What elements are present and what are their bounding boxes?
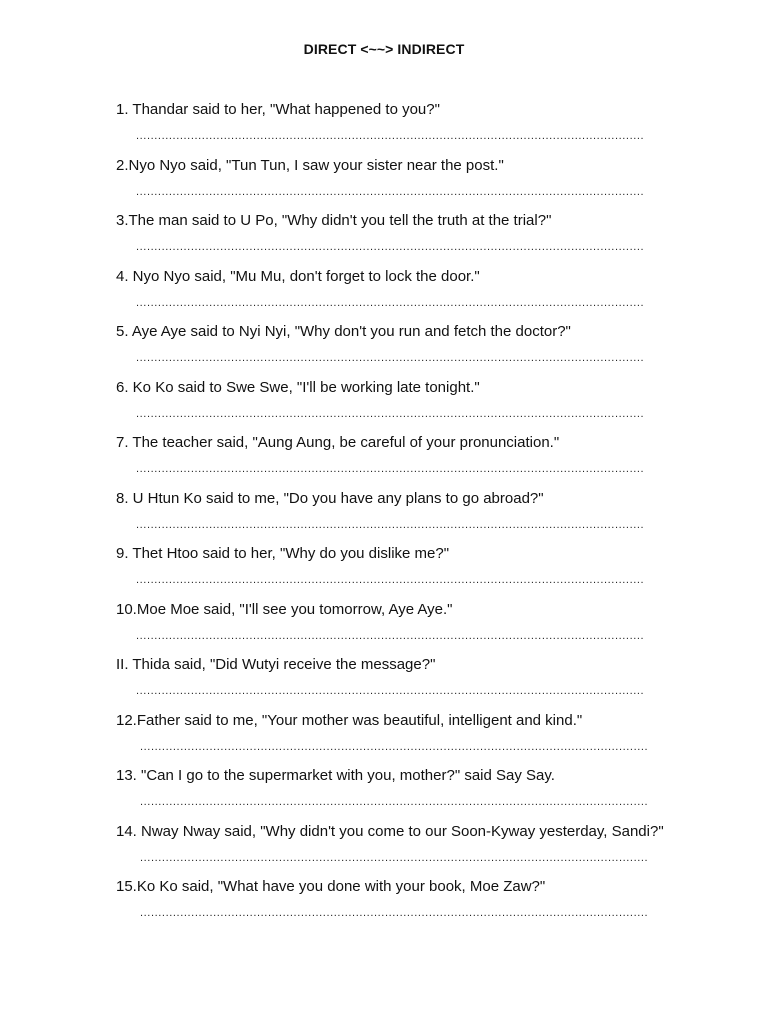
answer-line[interactable]: ........................................................................................................................................... — [140, 796, 649, 808]
answer-line[interactable]: ........................................................................................................................................... — [136, 130, 645, 142]
question-item: 1. Thandar said to her, "What happened to you?" — [116, 101, 440, 118]
page-title: DIRECT <~~> INDIRECT — [303, 41, 465, 57]
answer-line[interactable]: ........................................................................................................................................... — [136, 574, 645, 586]
question-item: 10.Moe Moe said, "I'll see you tomorrow, Aye Aye." — [116, 600, 453, 618]
question-item: II. Thida said, "Did Wutyi receive the message?" — [116, 656, 436, 673]
question-item: 7. The teacher said, "Aung Aung, be careful of your pronunciation." — [116, 434, 560, 451]
question-item: 15.Ko Ko said, "What have you done with your book, Moe Zaw?" — [116, 878, 546, 895]
answer-line[interactable]: ........................................................................................................................................... — [136, 352, 645, 364]
answer-line[interactable]: ........................................................................................................................................... — [136, 629, 645, 642]
question-item: 14. Nway Nway said, "Why didn't you come to our Soon-Kyway yesterday, Sandi?" — [116, 822, 664, 840]
answer-line[interactable]: ........................................................................................................................................... — [136, 185, 645, 198]
answer-line[interactable]: ........................................................................................................................................... — [136, 407, 645, 420]
question-item: 8. U Htun Ko said to me, "Do you have any plans to go abroad?" — [116, 489, 544, 507]
question-item: 12.Father said to me, "Your mother was beautiful, intelligent and kind." — [116, 711, 583, 729]
question-item: 5. Aye Aye said to Nyi Nyi, "Why don't you run and fetch the doctor?" — [116, 323, 571, 340]
answer-line[interactable]: ........................................................................................................................................... — [140, 851, 649, 864]
question-item: 4. Nyo Nyo said, "Mu Mu, don't forget to lock the door." — [116, 267, 480, 285]
answer-line[interactable]: ........................................................................................................................................... — [136, 296, 645, 309]
answer-line[interactable]: ........................................................................................................................................... — [136, 463, 645, 475]
answer-line[interactable]: ........................................................................................................................................... — [136, 518, 645, 531]
question-item: 6. Ko Ko said to Swe Swe, "I'll be working late tonight." — [116, 378, 480, 396]
question-item: 13. "Can I go to the supermarket with you, mother?" said Say Say. — [116, 767, 555, 784]
answer-line[interactable]: ........................................................................................................................................... — [136, 685, 645, 697]
question-item: 3.The man said to U Po, "Why didn't you tell the truth at the trial?" — [116, 212, 552, 229]
answer-line[interactable]: ........................................................................................................................................... — [140, 740, 649, 753]
answer-line[interactable]: ........................................................................................................................................... — [140, 907, 649, 919]
question-item: 2.Nyo Nyo said, "Tun Tun, I saw your sister near the post." — [116, 156, 504, 174]
question-item: 9. Thet Htoo said to her, "Why do you dislike me?" — [116, 545, 450, 562]
answer-line[interactable]: ........................................................................................................................................... — [136, 241, 645, 253]
